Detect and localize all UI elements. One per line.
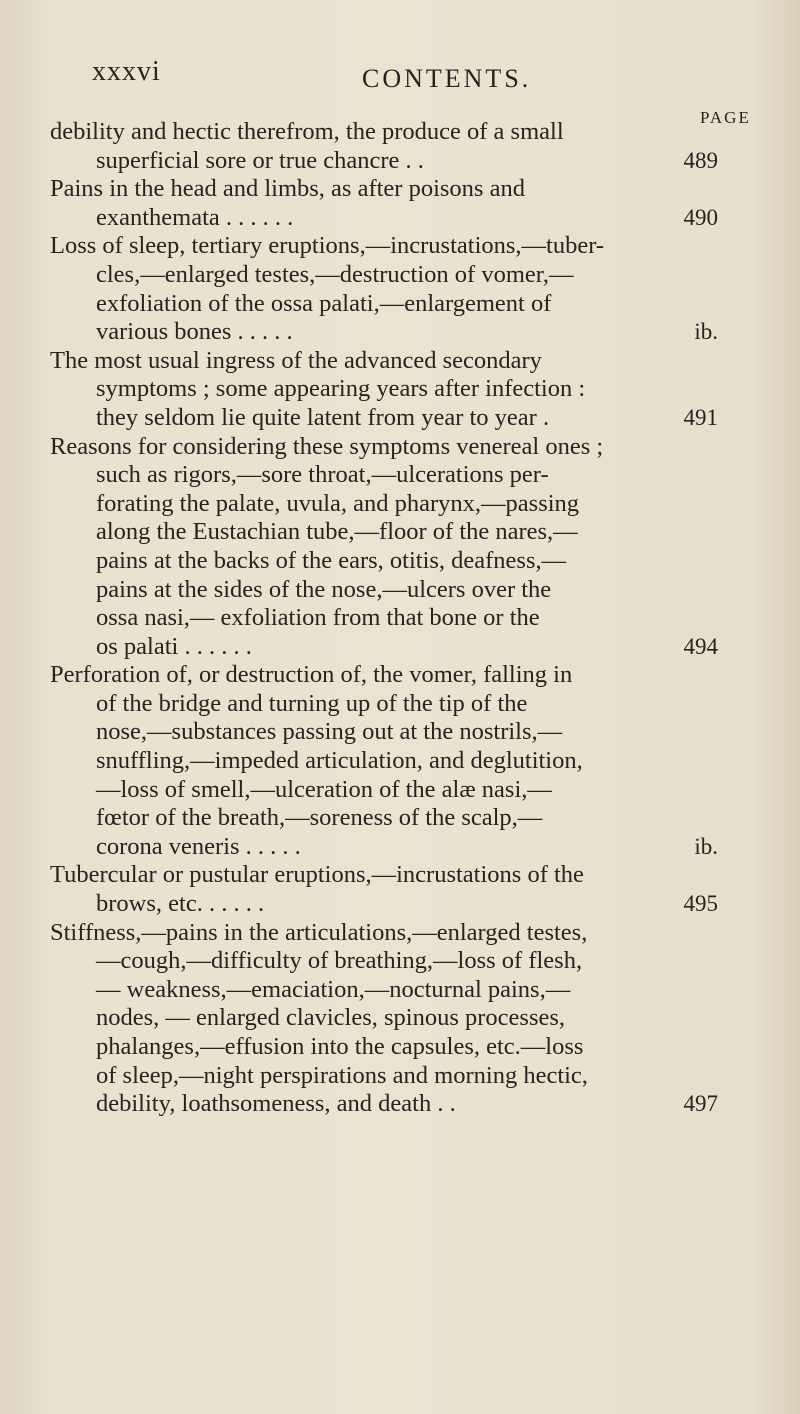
entry-line-text: debility, loathsomeness, and death . . — [96, 1090, 456, 1118]
entry-line — [0, 175, 800, 204]
entry-line — [0, 1004, 800, 1033]
entry-line — [0, 547, 800, 576]
entry-line — [0, 490, 800, 519]
entry-line-text: cles,—enlarged testes,—destruction of vomer,— — [96, 260, 574, 288]
contents-entry — [0, 433, 800, 662]
entry-line-text: forating the palate, uvula, and pharynx,—passing — [96, 489, 580, 517]
entry-line-text: —loss of smell,—ulceration of the alæ nasi,— — [96, 775, 552, 803]
contents-entry — [0, 175, 800, 232]
entry-line-text: brows, etc. . . . . . — [96, 890, 265, 918]
entry-line-text: exfoliation of the ossa palati,—enlargement of — [96, 289, 552, 317]
entry-line — [0, 461, 800, 490]
entry-line-text: Stiffness,—pains in the articulations,—enlarged testes, — [50, 918, 588, 946]
entry-line-text: of sleep,—night perspirations and morning hectic, — [96, 1061, 588, 1089]
entry-line-text: along the Eustachian tube,—floor of the nares,— — [96, 518, 578, 546]
entry-line — [0, 261, 800, 290]
entry-line-text: Reasons for considering these symptoms venereal ones ; — [50, 432, 604, 460]
contents-entry — [0, 661, 800, 861]
entry-line-text: pains at the backs of the ears, otitis, deafness,— — [96, 546, 567, 574]
entry-line-text: — weakness,—emaciation,—nocturnal pains,— — [96, 975, 571, 1003]
entry-line — [0, 947, 800, 976]
entry-line — [0, 404, 800, 433]
entry-line — [0, 690, 800, 719]
entry-line — [0, 375, 800, 404]
entry-line-text: various bones . . . . . — [96, 318, 293, 346]
entry-line — [0, 833, 800, 862]
entry-line-text: exanthemata . . . . . . — [96, 203, 294, 231]
entry-line — [0, 890, 800, 919]
entry-line — [0, 204, 800, 233]
entry-page-number: 495 — [683, 891, 718, 917]
entry-line — [0, 1033, 800, 1062]
entry-line-text: nodes, — enlarged clavicles, spinous processes, — [96, 1004, 566, 1032]
entry-line-text: The most usual ingress of the advanced secondary — [50, 346, 542, 374]
entry-line — [0, 232, 800, 261]
entry-line-text: superficial sore or true chancre . . — [96, 146, 424, 174]
entry-line — [0, 747, 800, 776]
entry-line — [0, 118, 800, 147]
page-column-label: PAGE — [700, 108, 751, 127]
entry-line-text: ossa nasi,— exfoliation from that bone or the — [96, 604, 540, 632]
entry-line — [0, 318, 800, 347]
entry-page-number: ib. — [694, 319, 718, 345]
entry-line — [0, 518, 800, 547]
entry-line-text: fœtor of the breath,—soreness of the scalp,— — [96, 804, 543, 832]
entry-line — [0, 633, 800, 662]
contents-entry — [0, 118, 800, 175]
contents-list — [0, 118, 800, 1119]
contents-entry — [0, 919, 800, 1119]
entry-line — [0, 290, 800, 319]
entry-line-text: snuffling,—impeded articulation, and deglutition, — [96, 747, 583, 775]
entry-line-text: phalanges,—effusion into the capsules, etc.—loss — [96, 1033, 584, 1060]
entry-line — [0, 976, 800, 1005]
contents-entry — [0, 347, 800, 433]
entry-line-text: nose,—substances passing out at the nostrils,— — [96, 718, 563, 746]
entry-line — [0, 661, 800, 690]
entry-line-text: symptoms ; some appearing years after infection : — [96, 375, 586, 403]
entry-line — [0, 433, 800, 462]
entry-line-text: debility and hectic therefrom, the produce of a small — [50, 118, 564, 145]
entry-line-text: —cough,—difficulty of breathing,—loss of flesh, — [96, 947, 583, 975]
entry-page-number: 497 — [683, 1091, 718, 1117]
entry-line — [0, 1062, 800, 1091]
entry-line — [0, 919, 800, 948]
entry-line-text: Perforation of, or destruction of, the vomer, falling in — [50, 661, 573, 689]
entry-line-text: of the bridge and turning up of the tip of the — [96, 689, 528, 717]
entry-page-number: ib. — [694, 833, 718, 859]
page-title: CONTENTS. — [362, 64, 532, 93]
page-number: xxxvi — [92, 56, 161, 87]
entry-page-number: 494 — [683, 633, 718, 659]
entry-line — [0, 576, 800, 605]
entry-line-text: corona veneris . . . . . — [96, 832, 301, 860]
entry-line — [0, 1090, 800, 1119]
entry-line — [0, 604, 800, 633]
entry-line — [0, 147, 800, 176]
entry-line-text: Loss of sleep, tertiary eruptions,—incrustations,—tuber- — [50, 232, 605, 260]
entry-line-text: Pains in the head and limbs, as after poisons and — [50, 175, 525, 203]
entry-line-text: such as rigors,—sore throat,—ulcerations per- — [96, 461, 549, 489]
entry-page-number: 489 — [683, 147, 718, 173]
entry-line — [0, 718, 800, 747]
entry-line — [0, 347, 800, 376]
running-head — [0, 56, 800, 96]
entry-line-text: they seldom lie quite latent from year to year . — [96, 403, 550, 431]
entry-page-number: 491 — [683, 404, 718, 430]
entry-line-text: pains at the sides of the nose,—ulcers over the — [96, 575, 552, 603]
contents-entry — [0, 232, 800, 346]
entry-line-text: os palati . . . . . . — [96, 632, 252, 660]
entry-line-text: Tubercular or pustular eruptions,—incrustations of the — [50, 861, 584, 889]
entry-line — [0, 776, 800, 805]
entry-page-number: 490 — [683, 204, 718, 230]
contents-entry — [0, 861, 800, 918]
entry-line — [0, 861, 800, 890]
entry-line — [0, 804, 800, 833]
